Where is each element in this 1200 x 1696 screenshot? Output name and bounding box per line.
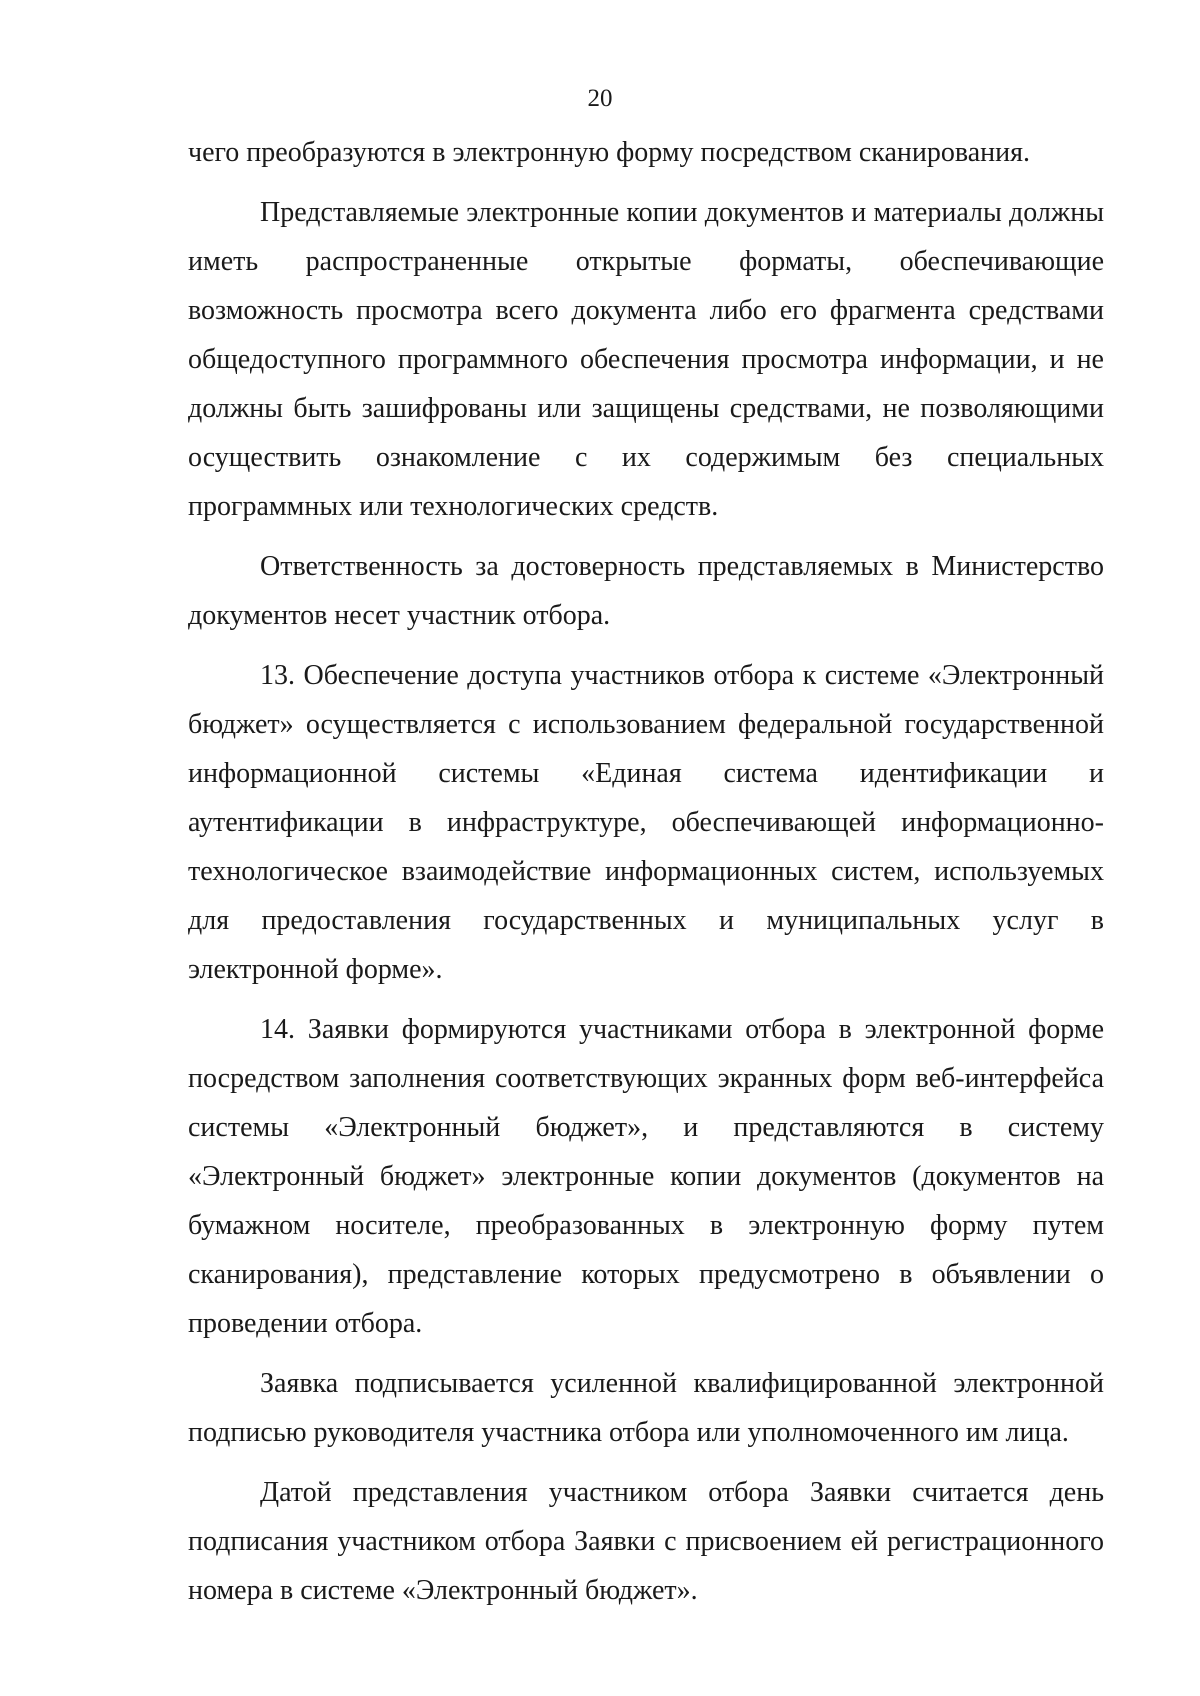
- paragraph-responsibility: Ответственность за достоверность представляемых в Министерство документов несет участник отбора.: [188, 551, 1104, 631]
- paragraph-signature: Заявка подписывается усиленной квалифицированной электронной подписью руководителя участника отбора или уполномоченного им лица.: [188, 1368, 1104, 1448]
- paragraph-item-14: 14. Заявки формируются участниками отбора в электронной форме посредством заполнения соответствующих экранных форм веб-интерфейса системы «Электронный бюджет», и представляются в систему «Электронный бюджет» электронные копии документов (документов на бумажном носителе, преобразованных в электронную форму путем сканирования), представление которых предусмотрено в объявлении о проведении отбора.: [188, 1014, 1104, 1339]
- document-body: [188, 128, 1104, 1626]
- paragraph-electronic-copies: Представляемые электронные копии документов и материалы должны иметь распространенные открытые форматы, обеспечивающие возможность просмотра всего документа либо его фрагмента средствами общедоступного программного обеспечения просмотра информации, и не должны быть зашифрованы или защищены средствами, не позволяющими осуществить ознакомление с их содержимым без специальных программных или технологических средств.: [188, 197, 1104, 522]
- paragraph-submission-date: Датой представления участником отбора Заявки считается день подписания участником отбора Заявки с присвоением ей регистрационного номера в системе «Электронный бюджет».: [188, 1477, 1104, 1606]
- paragraph-item-13: 13. Обеспечение доступа участников отбора к системе «Электронный бюджет» осуществляется с использованием федеральной государственной информационной системы «Единая система идентификации и аутентификации в инфраструктуре, обеспечивающей информационно-технологическое взаимодействие информационных систем, используемых для предоставления государственных и муниципальных услуг в электронной форме».: [188, 660, 1104, 985]
- paragraph-continuation: чего преобразуются в электронную форму посредством сканирования.: [188, 137, 1030, 168]
- page-number: 20: [587, 85, 613, 112]
